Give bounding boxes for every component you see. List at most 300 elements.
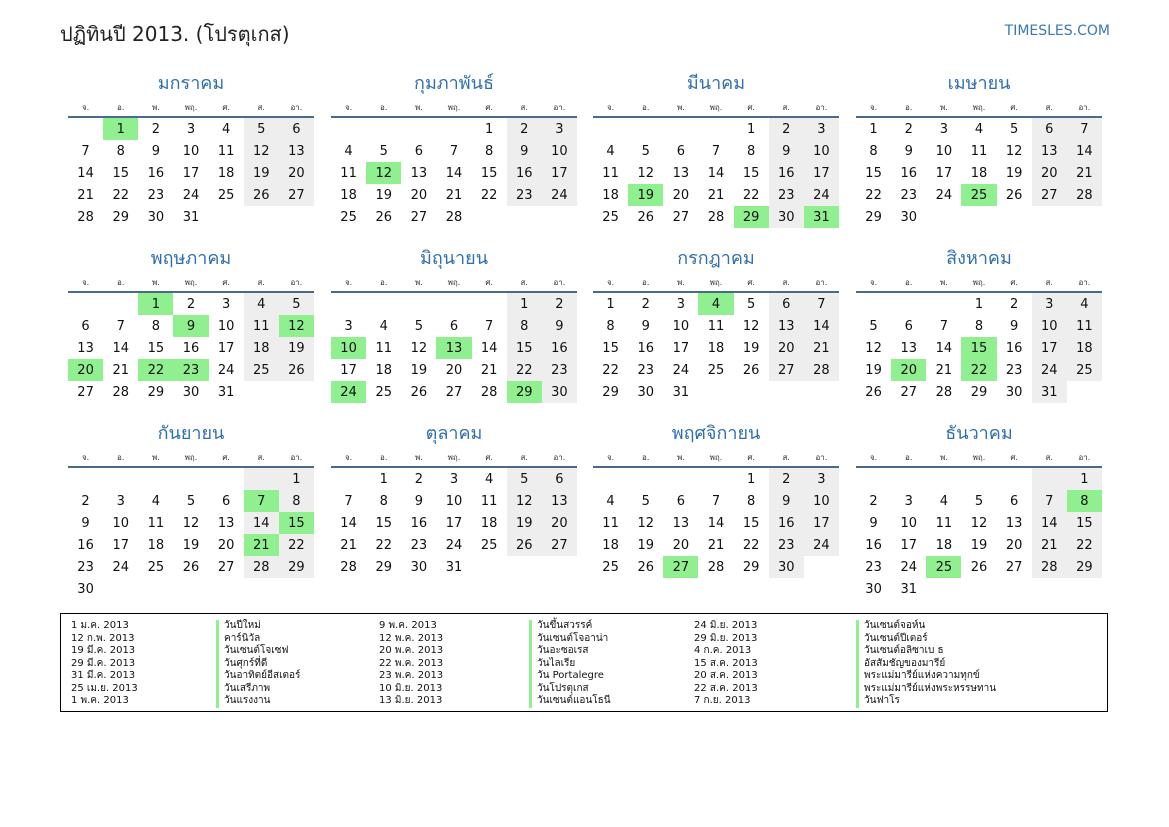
day-cell: 9 (542, 315, 577, 337)
weekday-label: ศ. (1010, 103, 1018, 112)
holiday-day-cell: 1 (138, 293, 173, 315)
day-cell: 8 (746, 143, 756, 159)
week-row (331, 556, 577, 578)
month-name: สิงหาคม (946, 248, 1012, 269)
day-cell: 30 (769, 556, 804, 578)
weekday-label: ส. (782, 453, 790, 462)
weekday-label: ศ. (222, 103, 230, 112)
day-cell: 21 (1067, 162, 1102, 184)
day-cell: 16 (637, 340, 654, 356)
weekday-label: ศ. (1010, 453, 1018, 462)
day-cell: 25 (147, 559, 165, 575)
weekday-label: อ. (905, 103, 913, 112)
holiday-date: 9 พ.ค. 2013 (379, 620, 437, 631)
day-cell: 14 (112, 340, 129, 356)
month-name: กรกฎาคม (677, 248, 755, 269)
weekday-label: ส. (520, 278, 528, 287)
month-calendar (68, 247, 314, 403)
day-cell: 6 (676, 143, 685, 159)
day-cell: 30 (865, 581, 882, 597)
weekday-label: พฤ. (709, 278, 723, 287)
day-cell: 2 (1009, 296, 1019, 312)
day-cell: 23 (1005, 362, 1023, 378)
day-cell: 19 (279, 337, 314, 359)
day-cell: 10 (900, 515, 917, 531)
day-cell: 11 (970, 143, 988, 159)
weekday-header (68, 102, 314, 118)
day-cell: 27 (77, 384, 94, 400)
day-cell: 17 (900, 537, 917, 553)
empty-day-cell (997, 578, 1032, 600)
holiday-day-cell: 20 (891, 359, 926, 381)
day-cell: 27 (672, 209, 690, 225)
day-cell: 5 (379, 143, 388, 159)
week-row (331, 337, 577, 359)
day-cell: 19 (244, 162, 279, 184)
day-cell: 31 (672, 384, 690, 400)
weekday-label: ส. (257, 453, 265, 462)
day-cell: 7 (449, 143, 459, 159)
weekday-label: อ. (380, 278, 388, 287)
week-row (856, 578, 1102, 600)
week-row (68, 140, 314, 162)
day-cell: 1 (379, 471, 388, 487)
day-cell: 7 (1032, 490, 1067, 512)
empty-day-cell (663, 468, 698, 490)
week-row (331, 118, 577, 140)
week-row (856, 162, 1102, 184)
weekday-label: อ. (117, 453, 125, 462)
week-row (593, 534, 839, 556)
weekday-label: จ. (869, 453, 878, 462)
weekday-label: ส. (1045, 103, 1053, 112)
day-cell: 13 (672, 165, 690, 181)
day-cell: 10 (804, 140, 839, 162)
day-cell: 18 (480, 515, 498, 531)
weekday-label: พ. (939, 453, 948, 462)
weekday-label: พ. (151, 278, 160, 287)
day-cell: 2 (869, 493, 878, 509)
holiday-name: พระแม่มารีย์แห่งพระหรรษทาน (856, 683, 996, 696)
weekday-label: ส. (520, 453, 528, 462)
day-cell: 4 (974, 121, 984, 137)
day-cell: 28 (112, 384, 129, 400)
month-name: พฤษภาคม (150, 248, 232, 269)
empty-day-cell (138, 578, 173, 600)
holiday-name: วันเซนต์โจเซฟ (216, 645, 300, 658)
weekday-label: อา. (553, 103, 566, 112)
week-row (593, 315, 839, 337)
day-cell: 8 (869, 143, 878, 159)
day-cell: 5 (746, 296, 756, 312)
weekday-label: อ. (905, 278, 913, 287)
empty-day-cell (698, 118, 733, 140)
day-cell: 30 (182, 384, 200, 400)
week-row (593, 206, 839, 228)
day-cell: 25 (1067, 359, 1102, 381)
day-cell: 1 (279, 468, 314, 490)
day-cell: 17 (340, 362, 357, 378)
day-cell: 9 (507, 140, 542, 162)
empty-day-cell (331, 293, 366, 315)
empty-day-cell (926, 578, 961, 600)
empty-day-cell (103, 293, 138, 315)
day-cell: 19 (507, 512, 542, 534)
holiday-dates-column (694, 620, 758, 708)
weekday-label: อ. (117, 103, 125, 112)
empty-day-cell (734, 381, 769, 403)
holiday-name: วันปีใหม่ (216, 620, 300, 633)
weekday-label: พ. (151, 103, 160, 112)
holiday-day-cell: 1 (103, 118, 138, 140)
weekday-label: จ. (606, 278, 615, 287)
day-cell: 14 (340, 515, 357, 531)
day-cell: 11 (340, 165, 357, 181)
week-row (68, 315, 314, 337)
holiday-day-cell: 29 (507, 381, 542, 403)
day-cell: 14 (445, 165, 463, 181)
weekday-label: อา. (1078, 453, 1091, 462)
day-cell: 25 (375, 384, 392, 400)
week-row (331, 206, 577, 228)
empty-day-cell (507, 556, 542, 578)
day-cell: 14 (707, 515, 725, 531)
day-cell: 16 (542, 337, 577, 359)
holiday-day-cell: 15 (279, 512, 314, 534)
weekday-label: พ. (151, 453, 160, 462)
month-calendar (593, 422, 839, 578)
holiday-date: 10 มิ.ย. 2013 (379, 682, 443, 694)
day-cell: 5 (1009, 121, 1019, 137)
holiday-name: วันเสรีภาพ (216, 683, 300, 696)
month-calendar (331, 247, 577, 403)
day-cell: 26 (279, 359, 314, 381)
month-calendar (856, 422, 1102, 600)
week-row (856, 490, 1102, 512)
day-cell: 18 (707, 340, 725, 356)
day-cell: 5 (279, 293, 314, 315)
month-name: ตุลาคม (425, 423, 483, 444)
day-cell: 13 (217, 515, 235, 531)
day-cell: 9 (81, 515, 90, 531)
week-row (856, 293, 1102, 315)
weekday-label: จ. (606, 103, 615, 112)
week-row (68, 162, 314, 184)
weekday-header (593, 452, 839, 468)
weekday-label: พ. (939, 278, 948, 287)
day-cell: 19 (410, 362, 428, 378)
holiday-name: วันขึ้นสวรรค์ (529, 620, 611, 633)
weekday-label: จ. (869, 103, 878, 112)
day-cell: 15 (865, 165, 882, 181)
day-cell: 10 (935, 143, 953, 159)
week-row (331, 315, 577, 337)
day-cell: 17 (1032, 337, 1067, 359)
site-brand-link[interactable]: TIMESLES.COM (1004, 23, 1110, 39)
day-cell: 5 (974, 493, 984, 509)
empty-day-cell (401, 118, 436, 140)
day-cell: 29 (112, 209, 129, 225)
day-cell: 25 (244, 359, 279, 381)
day-cell: 9 (904, 143, 913, 159)
week-row (856, 140, 1102, 162)
holiday-day-cell: 7 (244, 490, 279, 512)
holiday-day-cell: 27 (663, 556, 698, 578)
day-cell: 16 (77, 537, 94, 553)
weekday-label: อา. (815, 453, 828, 462)
day-cell: 18 (244, 337, 279, 359)
day-cell: 30 (542, 381, 577, 403)
day-cell: 5 (244, 118, 279, 140)
empty-day-cell (593, 118, 628, 140)
month-calendar (593, 72, 839, 228)
weekday-label: อ. (642, 453, 650, 462)
day-cell: 13 (77, 340, 94, 356)
holiday-name: คาร์นิวัล (216, 633, 300, 646)
empty-day-cell (961, 468, 996, 490)
day-cell: 20 (1005, 537, 1023, 553)
day-cell: 13 (769, 315, 804, 337)
day-cell: 24 (1032, 359, 1067, 381)
day-cell: 12 (244, 140, 279, 162)
day-cell: 3 (542, 118, 577, 140)
day-cell: 23 (507, 184, 542, 206)
day-cell: 13 (900, 340, 917, 356)
holiday-name: วันอาทิตย์อีสเตอร์ (216, 670, 300, 683)
holiday-dates-column (379, 620, 443, 708)
day-cell: 10 (445, 493, 463, 509)
day-cell: 12 (1005, 143, 1023, 159)
day-cell: 1 (507, 293, 542, 315)
day-cell: 20 (542, 512, 577, 534)
holiday-date: 24 มิ.ย. 2013 (694, 620, 758, 631)
holiday-day-cell: 22 (961, 359, 996, 381)
day-cell: 23 (147, 187, 165, 203)
day-cell: 18 (1067, 337, 1102, 359)
empty-day-cell (173, 578, 208, 600)
day-cell: 16 (900, 165, 917, 181)
day-cell: 3 (186, 121, 196, 137)
day-cell: 26 (742, 362, 760, 378)
empty-day-cell (209, 206, 244, 228)
day-cell: 11 (1067, 315, 1102, 337)
weekday-label: ศ. (747, 453, 755, 462)
weekday-label: พฤ. (447, 278, 461, 287)
day-cell: 16 (410, 515, 428, 531)
month-name: เมษายน (947, 73, 1011, 94)
week-row (593, 140, 839, 162)
day-cell: 8 (116, 143, 125, 159)
week-row (593, 490, 839, 512)
day-cell: 1 (606, 296, 615, 312)
weekday-label: จ. (81, 278, 90, 287)
holiday-day-cell: 8 (1067, 490, 1102, 512)
weekday-label: อา. (290, 278, 303, 287)
week-row (68, 184, 314, 206)
day-cell: 21 (480, 362, 498, 378)
day-cell: 25 (340, 209, 357, 225)
day-cell: 22 (112, 187, 129, 203)
empty-day-cell (279, 206, 314, 228)
empty-day-cell (926, 468, 961, 490)
weekday-label: ศ. (485, 453, 493, 462)
day-cell: 3 (904, 493, 913, 509)
holiday-date: 22 ส.ค. 2013 (694, 682, 758, 694)
holiday-name: วันอะซอเรส (529, 645, 611, 658)
week-row (331, 140, 577, 162)
empty-day-cell (593, 468, 628, 490)
empty-day-cell (472, 206, 507, 228)
month-calendar (856, 247, 1102, 403)
day-cell: 29 (147, 384, 165, 400)
weekday-label: อา. (815, 103, 828, 112)
empty-day-cell (856, 468, 891, 490)
day-cell: 23 (410, 537, 428, 553)
day-cell: 26 (865, 384, 882, 400)
week-row (331, 534, 577, 556)
weekday-label: ศ. (485, 278, 493, 287)
day-cell: 5 (507, 468, 542, 490)
day-cell: 25 (707, 362, 725, 378)
day-cell: 25 (480, 537, 498, 553)
day-cell: 19 (375, 187, 392, 203)
day-cell: 15 (147, 340, 165, 356)
day-cell: 2 (542, 293, 577, 315)
day-cell: 3 (1032, 293, 1067, 315)
week-row (856, 468, 1102, 490)
weekday-label: พฤ. (709, 103, 723, 112)
day-cell: 8 (279, 490, 314, 512)
day-cell: 19 (637, 537, 654, 553)
day-cell: 3 (221, 296, 231, 312)
day-cell: 28 (244, 556, 279, 578)
day-cell: 24 (542, 184, 577, 206)
week-row (593, 468, 839, 490)
weekday-label: จ. (81, 103, 90, 112)
holiday-day-cell: 12 (279, 315, 314, 337)
weekday-header (68, 452, 314, 468)
holiday-day-cell: 20 (68, 359, 103, 381)
weekday-label: อ. (117, 278, 125, 287)
month-calendar (68, 422, 314, 600)
day-cell: 15 (742, 515, 760, 531)
weekday-header (593, 102, 839, 118)
empty-day-cell (209, 578, 244, 600)
day-cell: 5 (186, 493, 196, 509)
empty-day-cell (542, 206, 577, 228)
day-cell: 25 (602, 209, 619, 225)
weekday-header (68, 277, 314, 293)
day-cell: 27 (217, 559, 235, 575)
day-cell: 11 (147, 515, 165, 531)
day-cell: 18 (147, 537, 165, 553)
day-cell: 2 (81, 493, 90, 509)
day-cell: 23 (542, 359, 577, 381)
day-cell: 28 (340, 559, 357, 575)
weekday-label: อา. (290, 103, 303, 112)
week-row (593, 512, 839, 534)
week-row (68, 468, 314, 490)
day-cell: 7 (711, 143, 721, 159)
weekday-label: อา. (553, 453, 566, 462)
holiday-day-cell: 24 (331, 381, 366, 403)
empty-day-cell (401, 293, 436, 315)
day-cell: 26 (507, 534, 542, 556)
week-row (856, 315, 1102, 337)
day-cell: 4 (606, 143, 615, 159)
weekday-label: ส. (782, 103, 790, 112)
day-cell: 24 (217, 362, 235, 378)
day-cell: 7 (711, 493, 721, 509)
day-cell: 1 (746, 121, 756, 137)
day-cell: 28 (77, 209, 94, 225)
day-cell: 14 (935, 340, 953, 356)
day-cell: 26 (1005, 187, 1023, 203)
holiday-name: วันแรงงาน (216, 695, 300, 708)
day-cell: 2 (151, 121, 160, 137)
day-cell: 5 (869, 318, 878, 334)
weekday-label: พฤ. (184, 278, 198, 287)
day-cell: 28 (804, 359, 839, 381)
day-cell: 24 (672, 362, 690, 378)
day-cell: 21 (77, 187, 94, 203)
holiday-name: อัสสัมชัญของมารีย์ (856, 658, 996, 671)
day-cell: 18 (340, 187, 357, 203)
empty-day-cell (926, 206, 961, 228)
day-cell: 30 (769, 206, 804, 228)
week-row (593, 556, 839, 578)
day-cell: 18 (602, 187, 619, 203)
day-cell: 28 (935, 384, 953, 400)
day-cell: 2 (904, 121, 913, 137)
day-cell: 15 (112, 165, 129, 181)
holiday-day-cell: 9 (173, 315, 208, 337)
day-cell: 19 (970, 537, 988, 553)
day-cell: 24 (900, 559, 917, 575)
empty-day-cell (1032, 206, 1067, 228)
day-cell: 4 (1067, 293, 1102, 315)
day-cell: 7 (939, 318, 948, 334)
day-cell: 24 (935, 187, 953, 203)
weekday-header (593, 277, 839, 293)
day-cell: 31 (182, 209, 200, 225)
day-cell: 11 (935, 515, 953, 531)
week-row (68, 206, 314, 228)
week-row (593, 359, 839, 381)
day-cell: 17 (182, 165, 200, 181)
day-cell: 10 (1032, 315, 1067, 337)
day-cell: 21 (707, 537, 725, 553)
holiday-day-cell: 13 (436, 337, 471, 359)
day-cell: 8 (507, 315, 542, 337)
week-row (331, 359, 577, 381)
weekday-label: พ. (939, 103, 948, 112)
week-row (331, 184, 577, 206)
holiday-names-column (216, 620, 300, 708)
day-cell: 24 (804, 184, 839, 206)
day-cell: 6 (542, 468, 577, 490)
day-cell: 8 (379, 493, 388, 509)
day-cell: 9 (869, 515, 878, 531)
day-cell: 21 (1032, 534, 1067, 556)
weekday-label: ศ. (747, 278, 755, 287)
day-cell: 4 (244, 293, 279, 315)
holiday-day-cell: 10 (331, 337, 366, 359)
empty-day-cell (997, 468, 1032, 490)
weekday-label: ศ. (1010, 278, 1018, 287)
weekday-label: พ. (676, 278, 685, 287)
day-cell: 9 (769, 140, 804, 162)
